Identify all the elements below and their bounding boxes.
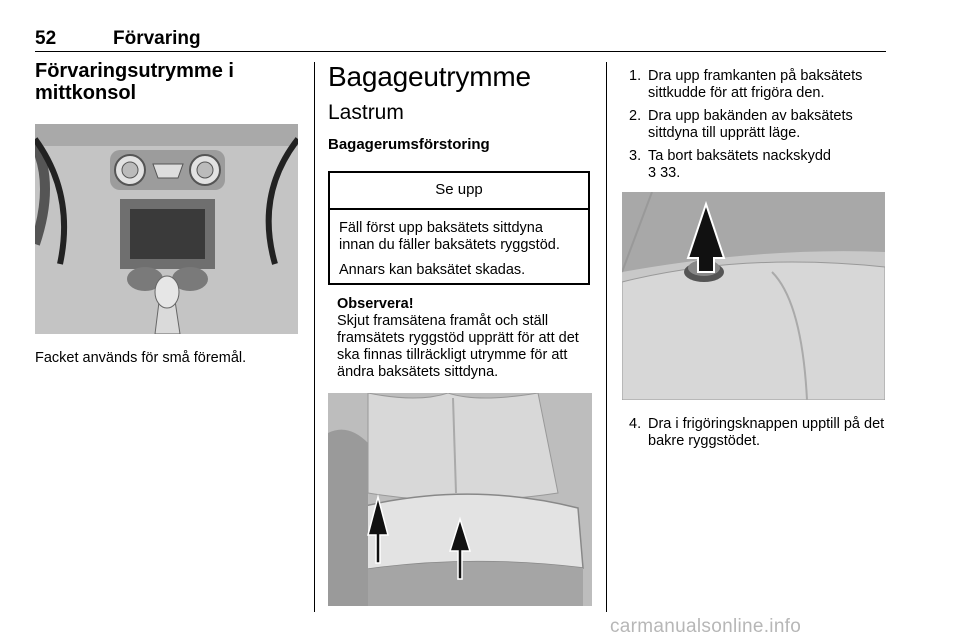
list-item: 3. Ta bort baksätets nackskydd 3 33.	[629, 148, 831, 181]
column-divider-1	[314, 62, 315, 612]
step-4-block	[622, 416, 887, 456]
list-item: 2. Dra upp bakänden av baksätets sittdyna till upprätt läge.	[629, 108, 853, 141]
column-left	[35, 60, 300, 104]
rear-seat-cushion-illustration-icon	[328, 393, 592, 606]
subsub-heading: Bagagerumsförstoring	[328, 136, 490, 153]
note-text: Skjut framsätena framåt och ställ framsätets ryggstöd upprätt för att det ska finnas tillräckligt utrymme för att ändra baksätets sittdyna.	[337, 313, 579, 380]
main-heading: Bagageutrymme	[328, 61, 531, 92]
caution-text: Fäll först upp baksätets sittdyna innan du fäller baksätets ryggstöd.	[339, 220, 560, 253]
page-reference[interactable]: 3 33.	[648, 165, 681, 181]
steps-list	[622, 68, 887, 182]
column-middle	[328, 60, 593, 154]
caution-text-2: Annars kan baksätet skadas.	[339, 262, 526, 278]
section-heading: Förvaringsutrymme i mittkonsol	[35, 60, 234, 104]
caution-box	[328, 171, 590, 285]
note-block	[337, 296, 595, 381]
note-title: Observera!	[337, 296, 414, 312]
figure-caption: Facket används för små föremål.	[35, 350, 247, 366]
page-number: 52	[35, 28, 57, 49]
chapter-title: Förvaring	[113, 28, 201, 49]
center-console-illustration-icon	[35, 124, 298, 334]
list-item: 1. Dra upp framkanten på baksätets sittkudde för att frigöra den.	[629, 68, 863, 101]
page-header	[35, 28, 885, 52]
steps-list-continued	[622, 416, 887, 450]
list-item: 4. Dra i frigöringsknappen upptill på det bakre ryggstödet.	[629, 416, 885, 449]
caution-title: Se upp	[330, 173, 588, 210]
sub-heading: Lastrum	[328, 101, 404, 124]
headrest-release-illustration-icon	[622, 192, 885, 400]
header-divider	[35, 51, 886, 52]
column-right	[622, 68, 887, 188]
watermark: carmanualsonline.info	[610, 616, 802, 637]
column-divider-2	[606, 62, 607, 612]
